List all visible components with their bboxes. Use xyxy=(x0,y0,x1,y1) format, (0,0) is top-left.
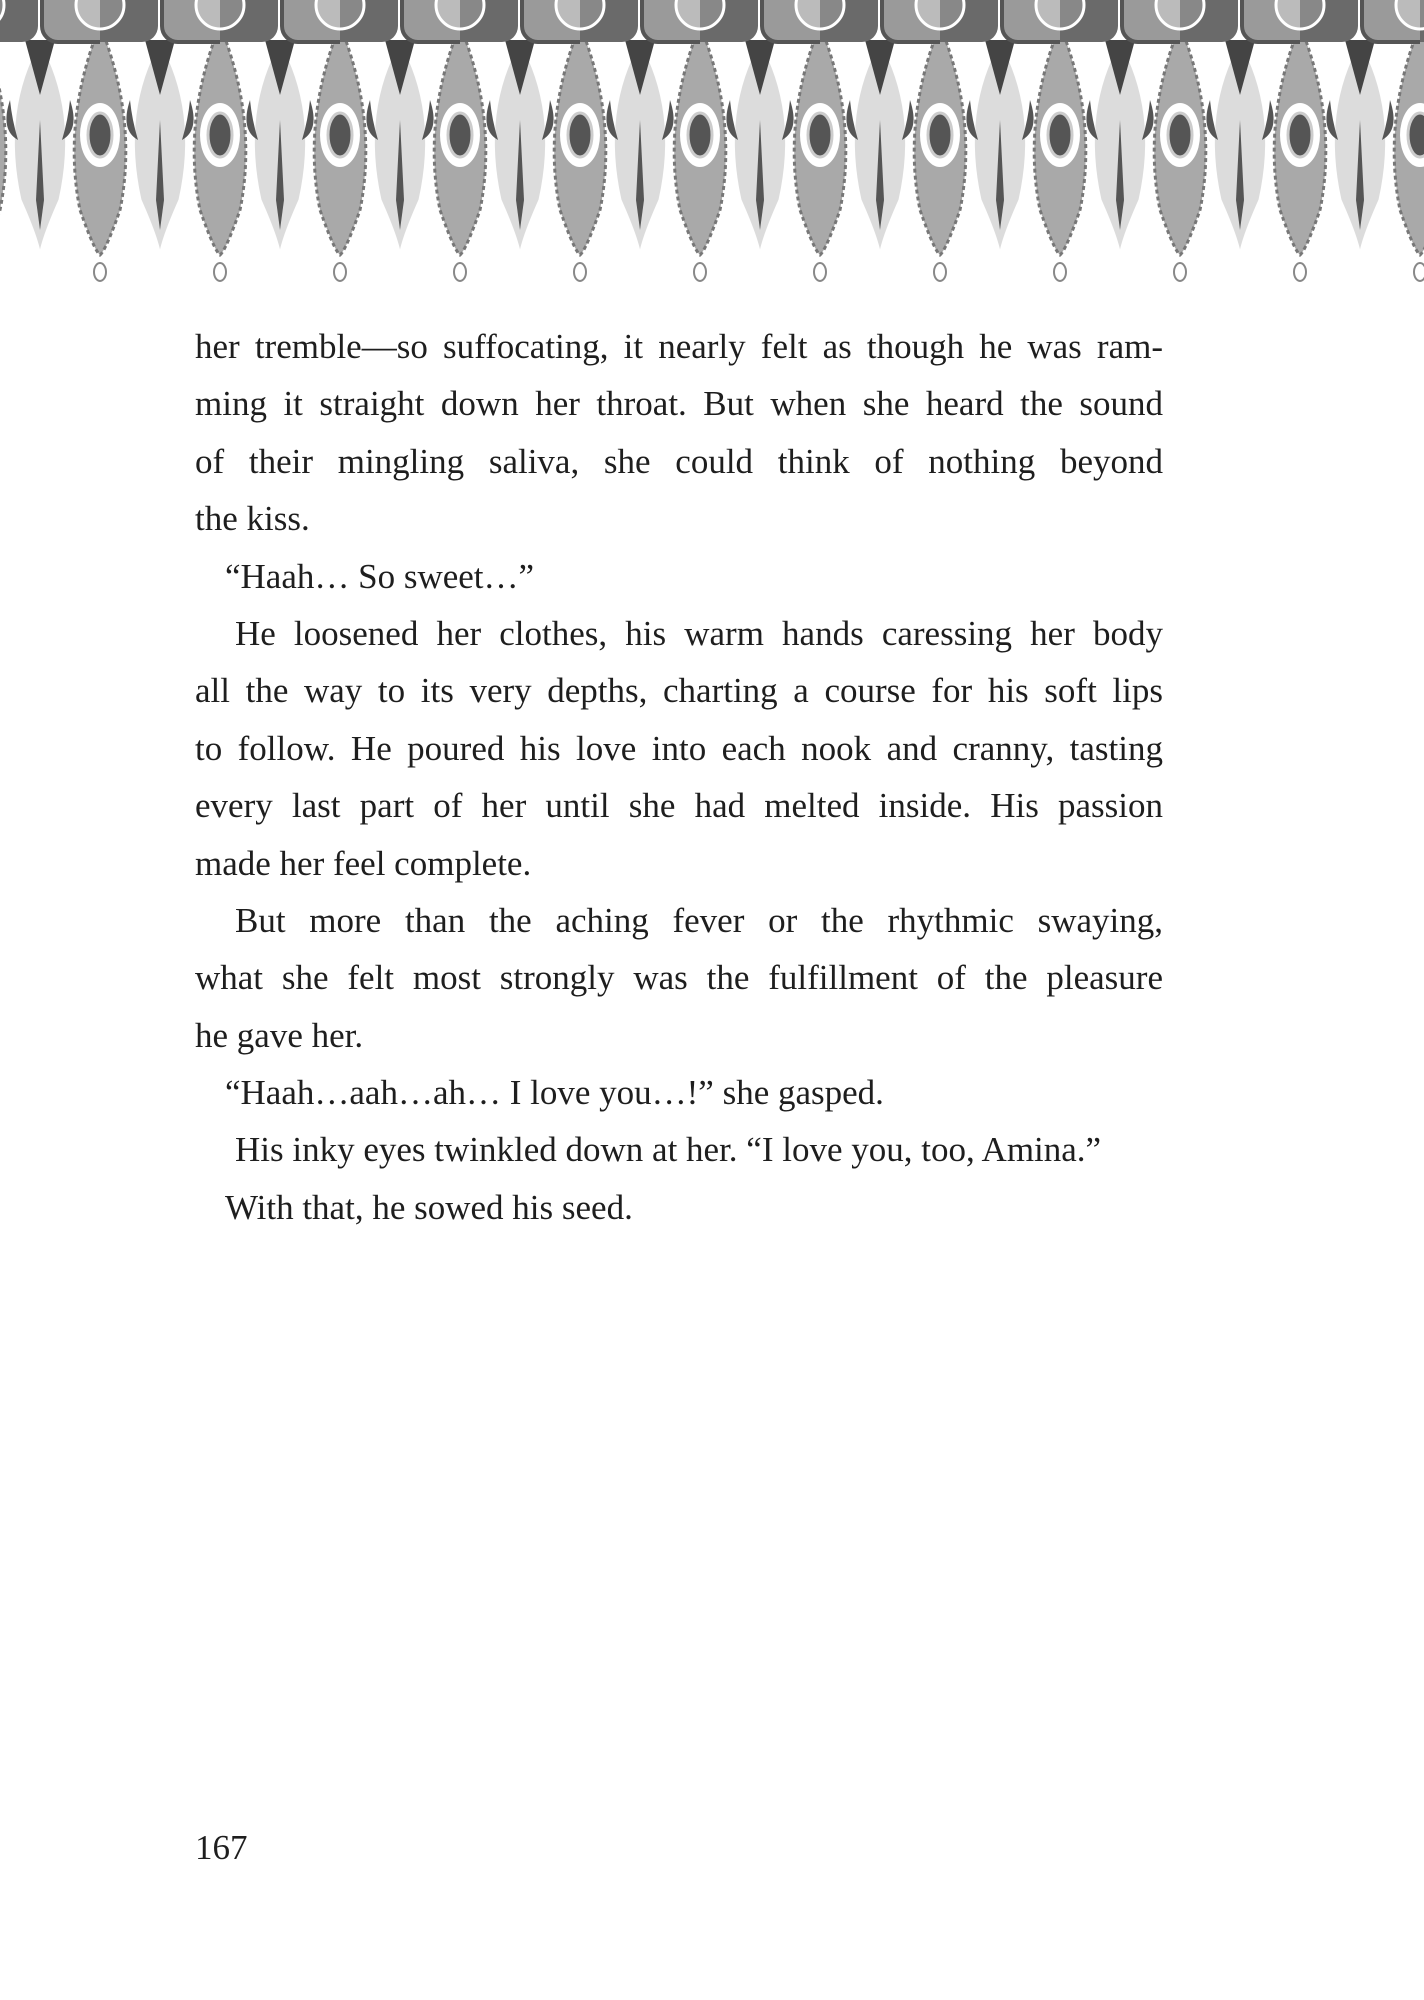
text-line: every last part of her until she had melted inside. His passion xyxy=(195,786,1163,826)
text-line: the kiss. xyxy=(195,499,310,539)
text-line: He loosened her clothes, his warm hands caressing her body xyxy=(235,613,1163,653)
text-line: ming it straight down her throat. But when she heard the sound xyxy=(195,384,1163,424)
text-line: to follow. He poured his love into each nook and cranny, tasting xyxy=(195,728,1163,768)
text-line: “Haah… So sweet…” xyxy=(225,556,535,596)
text-line: made her feel complete. xyxy=(195,843,532,883)
text-line: her tremble—so suffocating, it nearly felt as though he was ram- xyxy=(195,327,1163,366)
text-line: all the way to its very depths, charting a course for his soft lips xyxy=(195,671,1163,711)
text-line: With that, he sowed his seed. xyxy=(225,1187,633,1227)
text-line: “Haah…aah…ah… I love you…!” she gasped. xyxy=(225,1073,884,1113)
body-text xyxy=(195,318,1163,1236)
page-number: 167 xyxy=(195,1828,248,1867)
text-line: But more than the aching fever or the rhythmic swaying, xyxy=(235,900,1163,940)
text-line: His inky eyes twinkled down at her. “I love you, too, Amina.” xyxy=(235,1130,1102,1170)
text-line: of their mingling saliva, she could think of nothing beyond xyxy=(195,441,1163,481)
ornamental-header-border xyxy=(0,0,1424,285)
text-line: what she felt most strongly was the fulfillment of the pleasure xyxy=(195,958,1163,998)
text-line: he gave her. xyxy=(195,1015,364,1055)
